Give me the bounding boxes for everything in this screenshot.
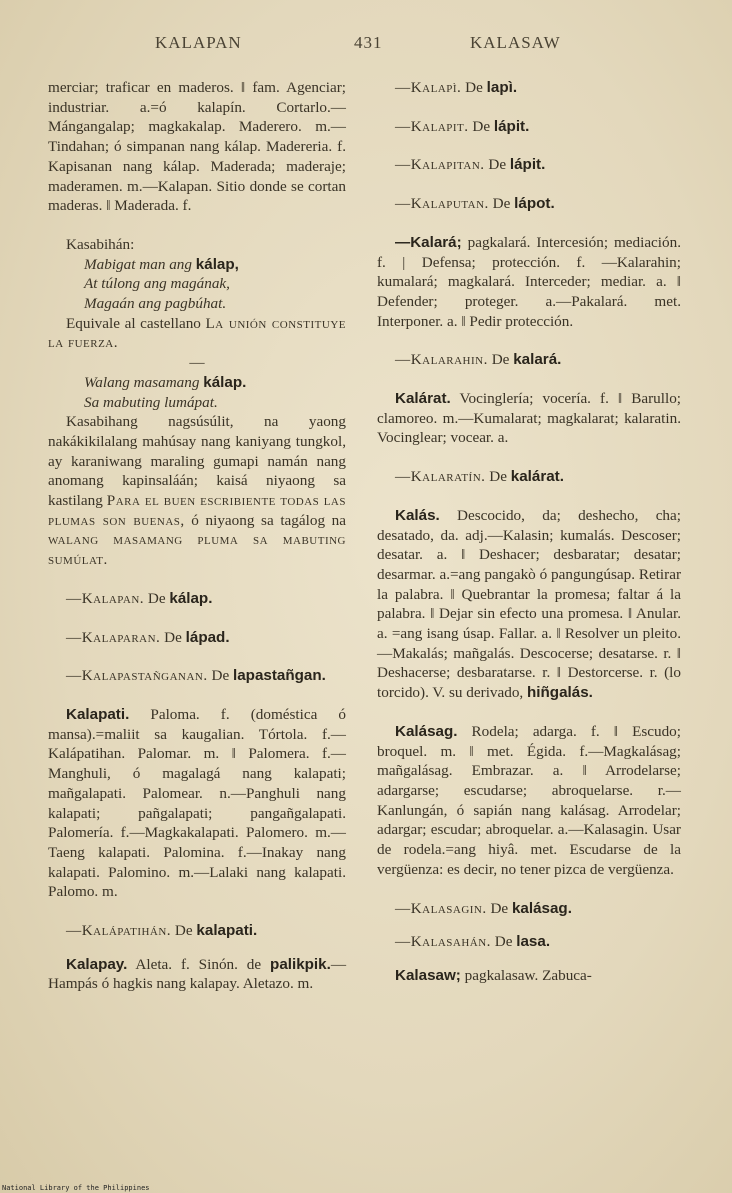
entry-kalasahan-ref: —Kalasahán. De lasa. <box>395 933 551 951</box>
right-column <box>377 78 681 986</box>
page-number: 431 <box>354 33 383 52</box>
entry-kalarahin-ref: —Kalarahin. De kalará. <box>395 351 562 369</box>
entry-kalara: —Kalará; pagkalará. Intercesión; mediación. f. | Defensa; protección. f. —Kalarahin; kumalará; magkalará. Interceder; mediar. a. ‖ Defender; proteger. a.—Pakalará. met. Interponer. a. ‖ Pedir protección. <box>377 233 682 330</box>
entry-kalas: Kalás. Descocido, da; deshecho, cha; desatado, da. adj.—Kalasin; kumalás. Descoser; desatar. a. ‖ Deshacer; desbaratar; desatar; desarmar. a.=ang pangakò ó pangungúsap. Retirar la palabra. ‖ Quebrantar la promesa; faltar á la palabra. ‖ Dejar sin efecto una promesa. ‖ Anular. a. =ang isang úsap. Fallar. a. ‖ Resolver un pleito.—Makalás; mañgalás. Descocerse; desatarse. r. ‖ Deshacerse; desbaratarse. r. ‖ Destorcerse. r. (lo torcido). V. su derivado, hiñgalás. <box>377 506 681 702</box>
verse-2-line-1: Walang masamang kálap. <box>84 373 247 391</box>
entry-kalasag: Kalásag. Rodela; adarga. f. ‖ Escudo; broquel. m. ‖ met. Égida. f.—Magkalásag; mañgalásag. Embrazar. a. ‖ Arrodelarse; adargarse; escudarse; abroquelarse. r.—Kanlungán, ó sapián nang kalásag. Arrodelar; adargar; escudar; abroquelar. a.—Kalasagin. Usar de rodela.=ang hiyâ. met. Escudarse de la vergüenza: es decir, no tener pizca de vergüenza. <box>377 722 681 878</box>
kasabihan-label: Kasabihán: <box>66 235 135 253</box>
entry-kalapan-ref: —Kalapan. De kálap. <box>66 589 213 607</box>
header-left-guide: KALAPAN <box>155 33 242 52</box>
entry-kalapastanganan-ref: —Kalapastañganan. De lapastañgan. <box>66 667 326 685</box>
verse-2-headword: kálap. <box>203 373 247 391</box>
entry-kalapi-ref: —Kalapì. De lapì. <box>395 79 518 96</box>
entry-kalapati: Kalapati. Paloma. f. (doméstica ó mansa).=maliit sa kaugalian. Tórtola. f.—Kalápatihan. Palomar. m. ‖ Palomera. f.—Manghuli, ó magalagá nang kalapati; mañgalapati. Palomear. n.—Panghuli nang kalapati; pañgalapati; pangañgalapati. Palomería. f.—Magkakalapati. Palomero. m.—Taeng kalapati. Palomina. f.—Inakay nang kalapati. Palomino. m.—Lalaki nang kalapati. Palomo. m. <box>48 705 346 901</box>
verse-1-line-3: Magaán ang pagbúhat. <box>84 295 227 313</box>
entry-kalaputan-ref: —Kalaputan. De lápot. <box>395 195 555 213</box>
entry-kalasagin-ref: —Kalasagin. De kalásag. <box>395 899 572 917</box>
entry-kalap-continued: merciar; traficar en maderos. ‖ fam. Agenciar; industriar. a.=ó kalapín. Cortarlo.—Mángangalap; magkakalap. Maderero. m.—Tindahan; ó simpanan nang kálap. Madereria. f. Kapisanan nang kálap. Maderada; maderaje; maderamen. m.—Kalapan. Sitio donde se cortan maderas. ‖ Maderada. f. <box>48 79 346 215</box>
equivale-note: Equivale al castellano La unión constituye la fuerza. <box>48 314 346 352</box>
entry-kalapit-ref: —Kalapit. De lápit. <box>395 117 530 135</box>
entry-kalasaw: Kalasaw; pagkalasaw. Zabuca- <box>395 966 592 984</box>
separator-dash: — <box>189 354 205 372</box>
verse-1-headword: kálap, <box>195 255 239 273</box>
entry-kalaparan-ref: —Kalaparan. De lápad. <box>66 628 230 646</box>
verse-1-line-2: At túlong ang magának, <box>84 275 230 293</box>
header-right-guide: KALASAW <box>470 33 561 52</box>
left-column <box>48 78 346 994</box>
verse-1-line-1: Mabigat man ang kálap, <box>84 255 239 273</box>
entry-kalarat: Kalárat. Vocinglería; vocería. f. ‖ Barullo; clamoreo. m.—Kumalarat; magkalarat; kalaratin. Vocinglear; vocear. a. <box>377 390 682 447</box>
library-watermark: National Library of the Philippines <box>2 1184 150 1192</box>
entry-kalapatihan-ref: —Kalápatihán. De kalapati. <box>66 922 258 940</box>
entry-kalapay: Kalapay. Aleta. f. Sinón. de palikpik.—Hampás ó hagkis nang kalapay. Aletazo. m. <box>48 955 347 993</box>
kasabihang-explanation: Kasabihang nagsúsúlit, na yaong nakákikilalang mahúsay nang kaniyang tungkol, ay karaniwang maraling gumapi namán nang anomang kapinsaláán; kaisá niyaong sa kastilang Para el buen escribiente todas las plumas son buenas, ó niyaong sa tagálog na walang masamang pluma sa mabuting sumúlat. <box>48 413 346 569</box>
verse-2-line-2: Sa mabuting lumápat. <box>84 393 218 411</box>
entry-kalapitan-ref: —Kalapitan. De lápit. <box>395 156 546 174</box>
entry-kalaratin-ref: —Kalaratín. De kalárat. <box>395 468 564 486</box>
